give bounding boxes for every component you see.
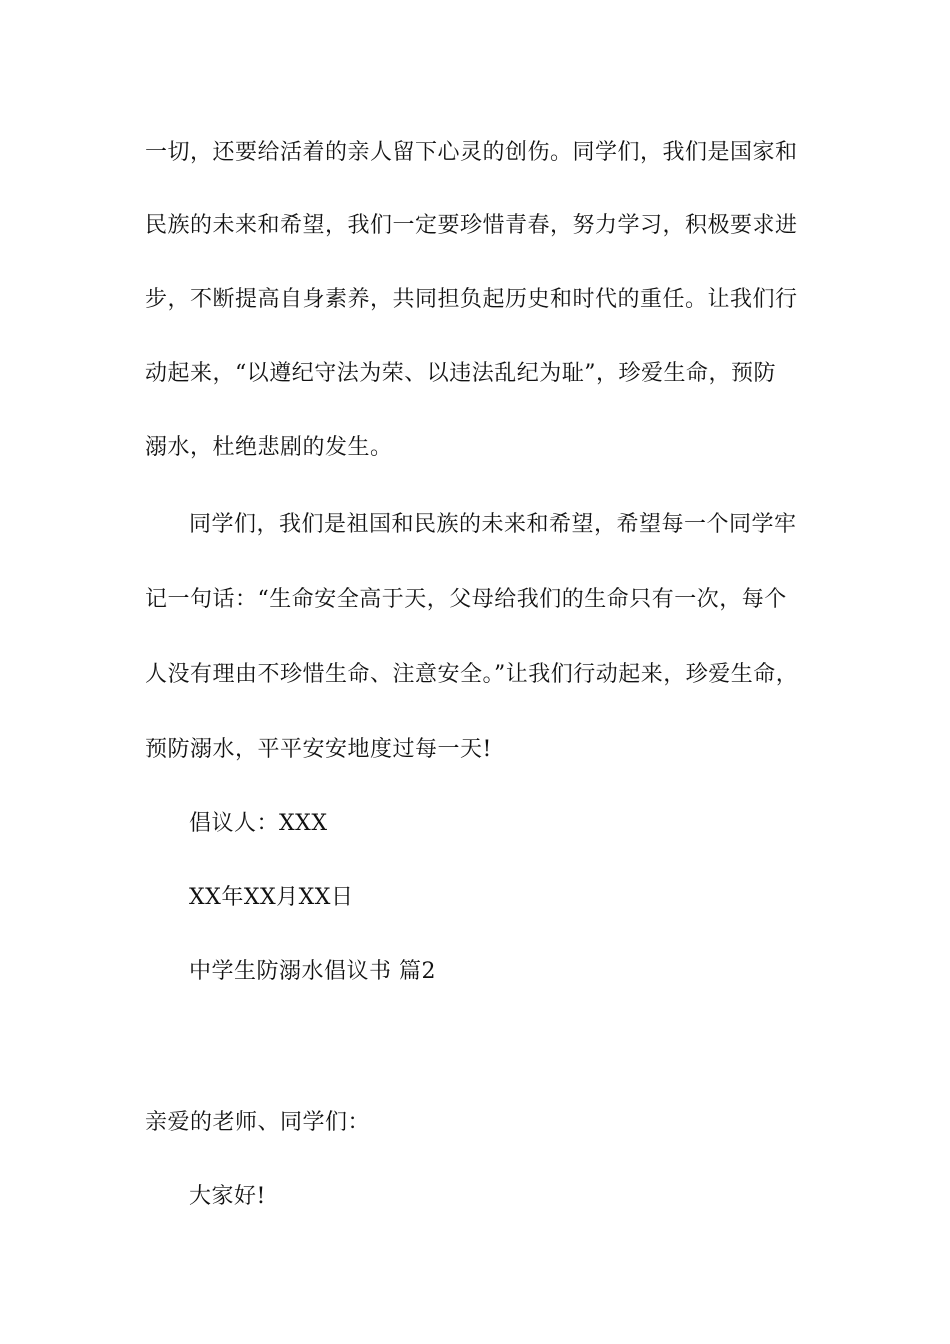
- paragraph-line: 预防溺水，平平安安地度过每一天!: [145, 737, 492, 762]
- paragraph-line: 溺水，杜绝悲剧的发生。: [145, 435, 393, 460]
- greeting-line: 大家好!: [189, 1184, 266, 1209]
- paragraph-line: 人没有理由不珍惜生命、注意安全。”让我们行动起来，珍爱生命，: [145, 662, 799, 687]
- paragraph-line: 同学们，我们是祖国和民族的未来和希望，希望每一个同学牢: [189, 512, 797, 537]
- signatory-line: 倡议人：XXX: [189, 811, 328, 836]
- paragraph-line: 一切，还要给活着的亲人留下心灵的创伤。同学们，我们是国家和: [145, 140, 798, 165]
- salutation-line: 亲爱的老师、同学们：: [145, 1110, 371, 1135]
- date-line: XX年XX月XX日: [189, 885, 354, 910]
- section-heading: 中学生防溺水倡议书 篇2: [189, 959, 436, 984]
- paragraph-line: 动起来，“以遵纪守法为荣、以违法乱纪为耻”，珍爱生命，预防: [145, 361, 776, 386]
- paragraph-line: 步，不断提高自身素养，共同担负起历史和时代的重任。让我们行: [145, 287, 798, 312]
- paragraph-line: 民族的未来和希望，我们一定要珍惜青春，努力学习，积极要求进: [145, 213, 798, 238]
- paragraph-line: 记一句话：“生命安全高于天，父母给我们的生命只有一次，每个: [145, 587, 787, 612]
